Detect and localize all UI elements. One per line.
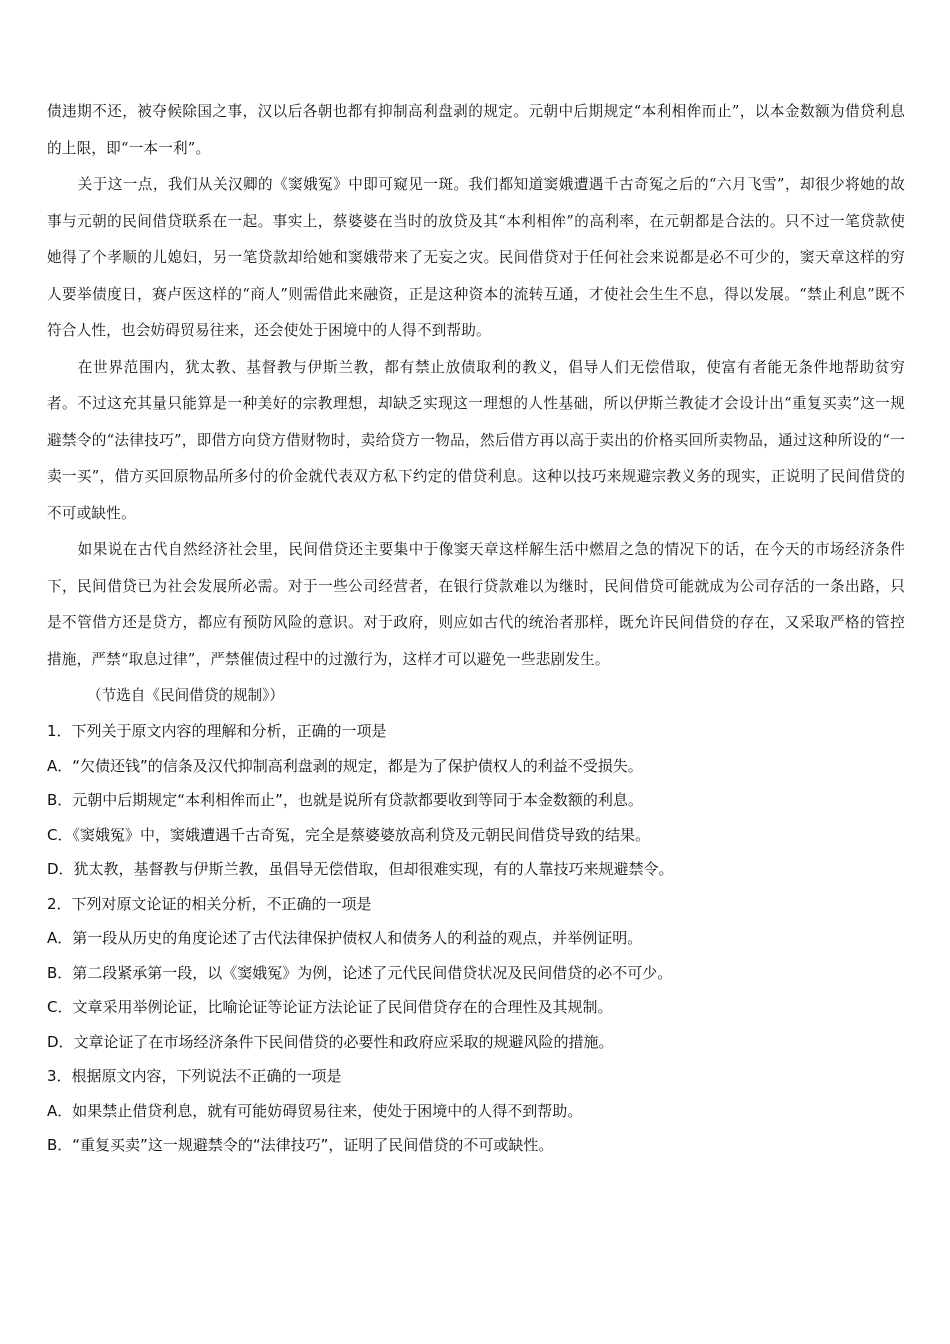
question-stem: 2．下列对原文论证的相关分析，不正确的一项是 [47,894,372,913]
article-paragraph-2: 关于这一点，我们从关汉卿的《窦娥冤》中即可窥见一斑。我们都知道窦娥遭遇千古奇冤之后的“六月飞雪”，却很少将她的故事与元朝的民间借贷联系在一起。事实上，蔡婆婆在当时的放贷及其“本利相侔”的高利率，在元朝都是合法的。只不过一笔贷款使她得了个孝顺的儿媳妇，另一笔贷款却给她和窦娥带来了无妄之灾。民间借贷对于任何社会来说都是必不可少的，窦天章这样的穷人要举债度日，赛卢医这样的“商人”则需借此来融资，正是这种资本的流转互通，才使社会生生不息，得以发展。“禁止利息”既不符合人性，也会妨碍贸易往来，还会使处于困境中的人得不到帮助。 [47,176,905,339]
article-source: （节选自《民间借贷的规制》） [87,687,285,704]
question-option: B．第二段紧承第一段，以《窦娥冤》为例，论述了元代民间借贷状况及民间借贷的必不可少。 [47,963,673,982]
question-option: A．“欠债还钱”的信条及汉代抑制高利盘剥的规定，都是为了保护债权人的利益不受损失。 [47,756,643,775]
question-2 [47,887,905,1060]
question-option: C．文章采用举例论证，比喻论证等论证方法论证了民间借贷存在的合理性及其规制。 [47,998,613,1016]
article-paragraph-4: 如果说在古代自然经济社会里，民间借贷还主要集中于像窦天章这样解生活中燃眉之急的情况下的话，在今天的市场经济条件下，民间借贷已为社会发展所必需。对于一些公司经营者，在银行贷款难以为继时，民间借贷可能就成为公司存活的一条出路，只是不管借方还是贷方，都应有预防风险的意识。对于政府，则应如古代的统治者那样，既允许民间借贷的存在，又采取严格的管控措施，严禁“取息过律”，严禁催债过程中的过激行为，这样才可以避免一些悲剧发生。 [47,541,905,668]
question-option: B．“重复买卖”这一规避禁令的“法律技巧”，证明了民间借贷的不可或缺性。 [47,1136,554,1154]
question-option: D．犹太教，基督教与伊斯兰教，虽倡导无偿借取，但却很难实现，有的人靠技巧来规避禁令。 [47,860,674,878]
article-paragraph-3: 在世界范围内，犹太教、基督教与伊斯兰教，都有禁止放债取利的教义，倡导人们无偿借取，使富有者能无条件地帮助贫穷者。不过这充其量只能算是一种美好的宗教理想，却缺乏实现这一理想的人性基础，所以伊斯兰教徒才会设计出“重复买卖”这一规避禁令的“法律技巧”，即借方向贷方借财物时，卖给贷方一物品，然后借方再以高于卖出的价格买回所卖物品，通过这种所设的“一卖一买”，借方买回原物品所多付的价金就代表双方私下约定的借贷利息。这种以技巧来规避宗教义务的现实，正说明了民间借贷的不可或缺性。 [47,358,905,522]
question-option: B．元朝中后期规定“本利相侔而止”，也就是说所有贷款都要收到等同于本金数额的利息。 [47,791,643,809]
question-1 [47,714,905,887]
question-stem: 1．下列关于原文内容的理解和分析，正确的一项是 [47,722,387,740]
question-stem: 3．根据原文内容，下列说法不正确的一项是 [47,1067,342,1085]
article-paragraph-1: 债违期不还，被夺候除国之事，汉以后各朝也都有抑制高利盘剥的规定。元朝中后期规定“本利相侔而止”，以本金数额为借贷利息的上限，即“一本一利”。 [47,103,905,157]
document-page [47,94,905,1163]
question-option: C．《窦娥冤》中，窦娥遭遇千古奇冤，完全是蔡婆婆放高利贷及元朝民间借贷导致的结果。 [47,825,650,844]
question-option: D．文章论证了在市场经济条件下民间借贷的必要性和政府应采取的规避风险的措施。 [47,1032,614,1051]
article-body [47,94,905,714]
question-option: A．第一段从历史的角度论述了古代法律保护债权人和债务人的利益的观点，并举例证明。 [47,929,643,947]
question-option: A．如果禁止借贷利息，就有可能妨碍贸易往来，使处于困境中的人得不到帮助。 [47,1101,583,1120]
question-3 [47,1059,905,1163]
